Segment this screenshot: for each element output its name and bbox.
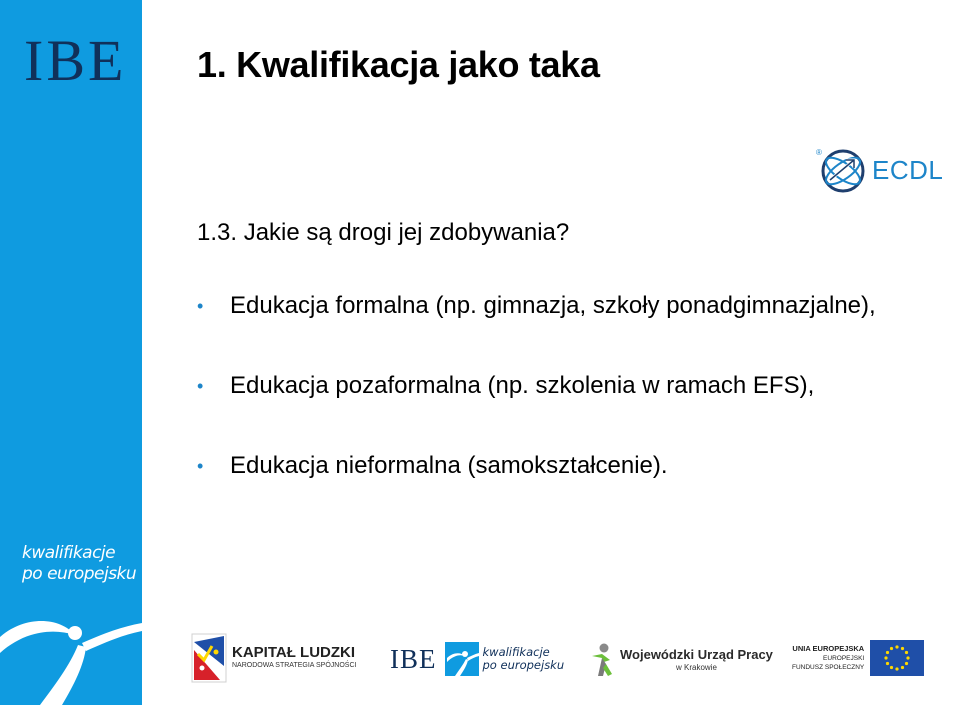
kapital-ludzki-text (232, 645, 356, 671)
eu-title: UNIA EUROPEJSKA (792, 644, 865, 653)
kapital-ludzki-subtitle: NARODOWA STRATEGIA SPÓJNOŚCI (232, 662, 357, 669)
eu-line2: FUNDUSZ SPOŁECZNY (792, 664, 865, 671)
footer-logos (190, 628, 930, 688)
wup-subtitle: w Krakowie (676, 662, 717, 672)
kapital-ludzki-icon (190, 632, 228, 684)
ecdl-text: ECDL (872, 154, 944, 185)
kapital-ludzki-logo (190, 632, 356, 684)
bullet-list (197, 288, 937, 484)
sidebar-tagline (22, 543, 136, 585)
bullet-dot-icon: • (197, 376, 204, 396)
kpe-footer-line2: po europejsku (482, 658, 565, 672)
bullet-dot-icon: • (197, 296, 204, 316)
ibe-footer-text: IBE (390, 643, 437, 674)
wup-person-icon (588, 642, 616, 678)
kapital-ludzki-title: KAPITAŁ LUDZKI (232, 644, 356, 661)
eu-flag-icon (870, 640, 924, 676)
wup-text (620, 647, 773, 674)
bullet-dot-icon: • (197, 456, 204, 476)
list-item (197, 368, 937, 404)
sidebar-tagline-line1: kwalifikacje (22, 543, 116, 563)
person-swoosh-icon (0, 595, 142, 705)
kpe-figure-icon (445, 642, 479, 676)
list-item (197, 448, 937, 484)
slide-subtitle: 1.3. Jakie są drogi jej zdobywania? (197, 219, 570, 246)
sidebar-tagline-line2: po europejsku (22, 564, 137, 584)
wup-logo (588, 642, 773, 678)
bullet-text: Edukacja nieformalna (samokształcenie). (230, 452, 668, 479)
bullet-text: Edukacja formalna (np. gimnazja, szkoły ponadgimnazjalne), (230, 292, 876, 319)
ecdl-globe-icon (816, 146, 866, 194)
wup-title: Wojewódzki Urząd Pracy (620, 646, 773, 662)
kpe-footer-text (483, 646, 565, 672)
eu-line1: EUROPEJSKI (823, 655, 865, 662)
ibe-footer-logo (390, 642, 564, 676)
bullet-text: Edukacja pozaformalna (np. szkolenia w ramach EFS), (230, 372, 815, 399)
eu-logo (792, 640, 924, 676)
slide-title: 1. Kwalifikacja jako taka (197, 44, 600, 85)
ecdl-logo (816, 146, 943, 194)
kpe-footer-line1: kwalifikacje (482, 645, 550, 659)
sidebar (0, 0, 142, 705)
eu-text (792, 644, 864, 672)
list-item (197, 288, 937, 324)
ecdl-registered-mark: ® (816, 148, 822, 157)
ibe-logo: IBE (24, 28, 127, 93)
